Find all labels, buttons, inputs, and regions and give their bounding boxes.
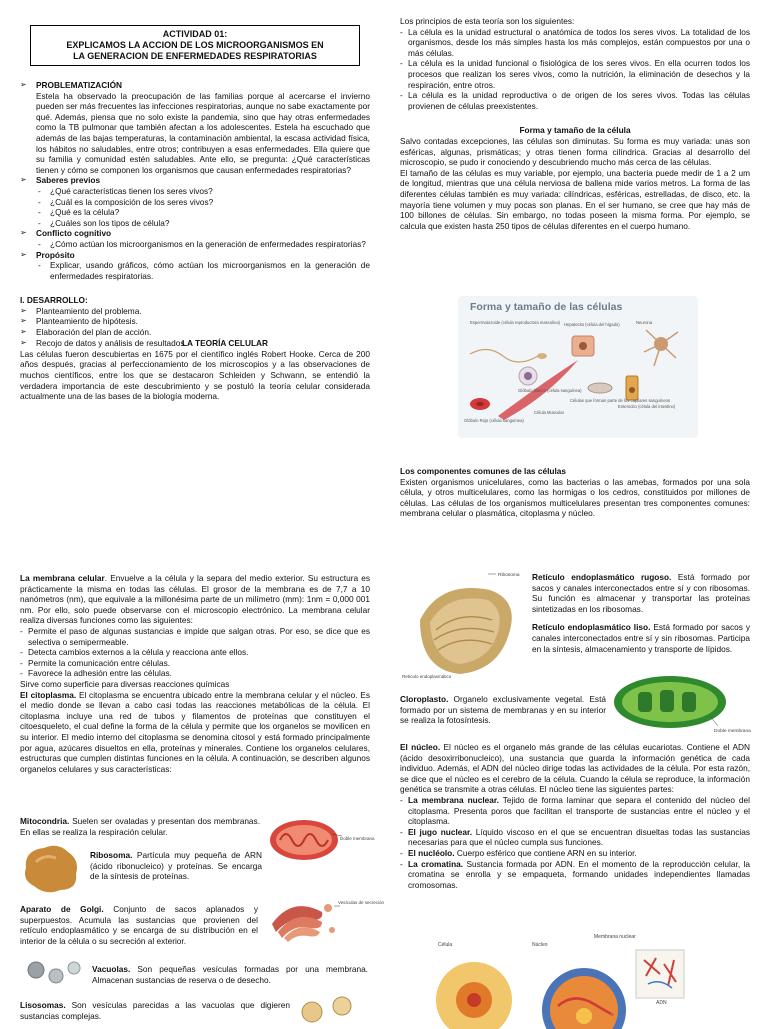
principios-intro: Los principios de esta teoría son los siguientes:	[400, 16, 575, 26]
activity-header-box	[30, 25, 360, 66]
left-bottom-column	[20, 573, 370, 774]
componentes-text: Existen organismos unicelulares, como las bacterias o las amebas, formados por una sola célula, y otros multicelulares, como las hormigas o los cedros, constituidos por millones de células. Las células de los organismos multicelulares presentan tres componentes comunes: membrana celular o plasmática, citoplasma y núcleo.	[400, 476, 750, 519]
activity-label: ACTIVIDAD 01:	[162, 29, 228, 39]
cloro-figure-label: Doble membrana	[714, 729, 751, 734]
nucleo-parte-item	[400, 827, 750, 848]
parte-bold: La membrana nuclear.	[408, 794, 499, 805]
ribo-text-block	[90, 850, 262, 882]
ribosome-figure	[18, 838, 84, 898]
nucleus-label-membrana: Membrana nuclear	[594, 934, 636, 940]
funcion-item: - Permite la comunicación entre células.	[20, 658, 370, 669]
vacuole-figure	[22, 956, 88, 990]
left-top-column	[20, 25, 370, 402]
conflicto-item: - ¿Cómo actúan los microorganismos en la generación de enfermedades respiratorias?	[20, 239, 370, 250]
nucleo-parte-item	[400, 859, 750, 891]
ribo-paragraph	[90, 850, 262, 882]
label-hepato: Hepatocito (célula del hígado)	[564, 322, 620, 327]
label-esperm: Espermatozoide (célula reproductora masculina)	[470, 320, 561, 325]
vac-text-block	[92, 964, 368, 985]
liso-text-block	[20, 1000, 290, 1021]
activity-title-line2: LA GENERACION DE ENFERMEDADES RESPIRATORIAS	[73, 51, 317, 61]
teoria-heading: LA TEORÍA CELULAR	[181, 338, 269, 349]
mito-text-block	[20, 816, 260, 837]
mito-bold: Mitocondria.	[20, 816, 70, 826]
parte-text: Tejido de forma laminar que separa el contenido del núcleo del citoplasma. Presenta poros que facilitan el transporte de sustancias entre el núcleo y el citoplasma.	[408, 794, 750, 827]
vac-text: Son pequeñas vesículas formadas por una membrana. Almacenan sustancias de reserva o de desecho.	[92, 964, 368, 985]
golgi-text: Conjunto de sacos aplanados y superpuestos. Acumula las sustancias que provienen del retículo endoplasmático y se encarga de su distribución en el interior de la célula o su secreción al exterior.	[20, 904, 258, 946]
mitochondria-illustration	[266, 810, 375, 870]
ribosome-illustration	[18, 838, 84, 898]
desarrollo-heading: I. DESARROLLO:	[20, 295, 88, 306]
golgi-figure	[262, 890, 385, 946]
parte-bold: La cromatina.	[408, 858, 464, 869]
nucleus-label-adn: ADN	[656, 1000, 667, 1006]
vac-bold: Vacuolas.	[92, 964, 131, 974]
cloro-bold: Cloroplasto.	[400, 694, 449, 704]
principio-item: - La célula es la unidad estructural o anatómica de todos los seres vivos. La totalidad de los organismos, desde los más simples hasta los más complejos, están compuestos por una o más células.	[400, 27, 750, 59]
label-entero: Enterocito (célula del intestino)	[618, 404, 676, 409]
nucleo-parte-item	[400, 848, 750, 859]
rer-bold: Retículo endoplasmático rugoso.	[532, 572, 672, 582]
label-blanco: Glóbulo blanco (célula sanguínea)	[518, 388, 582, 393]
membrana-bold: La membrana celular	[20, 573, 105, 583]
problematizacion-heading: ➢ PROBLEMATIZACIÓN	[20, 80, 370, 91]
desarrollo-item: ➢ Elaboración del plan de acción.	[20, 327, 370, 338]
label-plaquetas: Células que forman parte de los capilares sanguíneos	[570, 398, 671, 403]
cell-shapes-illustration	[458, 296, 698, 438]
saberes-heading: ➢ Saberes previos	[20, 175, 370, 186]
liso-bold: Lisosomas.	[20, 1000, 66, 1010]
desarrollo-item: ➢ Planteamiento del problema.	[20, 306, 370, 317]
saberes-item: - ¿Qué características tienen los seres vivos?	[20, 186, 370, 197]
cell-shapes-figure	[458, 296, 698, 438]
funcion-item: - Favorece la adhesión entre las células.	[20, 668, 370, 679]
citoplasma-text: El citoplasma se encuentra ubicado entre la membrana celular y el núcleo. Es el medio donde se llevan a cabo casi todas las reacciones metabólicas de la célula. El citoplasma incluye una red de tubos y filamentos de proteínas que constituyen el citoesqueleto, el cual define la forma de la célula y permite que los organelos se movilicen en su interior. El medio interno del citoplasma se denomina citosol y está formado principalmente por agua, azúcares disueltos en ella, proteínas y minerales. Contiene los organelos celulares, estructuras que cumplen distintas funciones en la célula. A continuación, se describen algunos organelos celulares y sus características:	[20, 689, 370, 774]
forma-heading: Forma y tamaño de la célula	[519, 125, 631, 136]
rel-text: Está formado por sacos y canales interconectados entre sí y sin ribosomas. Participa en la síntesis, almacenamiento y transporte de lípidos.	[532, 622, 750, 654]
nucleo-section	[400, 742, 750, 890]
componentes-heading: Los componentes comunes de las células	[400, 466, 566, 476]
problematizacion-text: Estela ha observado la preocupación de las familias porque al acercarse el invierno pueden ser más frecuentes las infecciones respiratorias, aunque no sabe exactamente por qué. Además, piensa que no solo existe la pandemia, sino que hay otras enfermedades como la TB pulmonar que también afectan a los adolescentes. Estela ha escuchado que además de las bajas temperaturas, la contaminación ambiental, la escasa actividad física, los hábitos no saludables, entre otros; contribuyen a esas enfermedades. Ella quiere que su familia y comunidad estén saludables. Ante ello, se pregunta: ¿Qué características tienen y cómo se componen los organismos que causan enfermedades respiratorias?	[36, 90, 370, 175]
membrana-paragraph	[20, 573, 370, 626]
golgi-paragraph	[20, 904, 258, 946]
nucleo-bold: El núcleo.	[400, 742, 441, 752]
activity-title-line1: EXPLICAMOS LA ACCION DE LOS MICROORGANISMOS EN	[66, 40, 324, 50]
nucleus-illustration	[424, 930, 694, 1024]
chloroplast-illustration	[610, 668, 750, 738]
golgi-figure-label: Vesículas de secreción	[338, 900, 385, 905]
principio-item: - La célula es la unidad reproductiva o de origen de los seres vivos. Todas las células provienen de células preexistentes.	[400, 90, 750, 111]
rel-bold: Retículo endoplasmático liso.	[532, 622, 651, 633]
mito-paragraph	[20, 816, 260, 837]
right-top-column	[400, 16, 750, 231]
rer-paragraph	[532, 572, 750, 614]
superficie-text: Sirve como superficie para diversas reacciones químicas	[20, 678, 230, 689]
parte-bold: El jugo nuclear.	[408, 826, 473, 837]
parte-bold: El nucléolo.	[408, 847, 455, 858]
nucleus-label-nucleo: Núcleo	[532, 942, 548, 948]
ribo-bold: Ribosoma.	[90, 850, 133, 860]
componentes-section	[400, 466, 750, 519]
rer-text-block	[532, 572, 750, 654]
nucleo-parte-item	[400, 795, 750, 827]
membrana-text: . Envuelve a la célula y la separa del medio exterior. Su estructura es prácticamente la misma en todas las células. El grosor de la membrana es de 7,7 a 10 nanómetros (nm), que equivale a la millonésima parte de un milímetro (mm): 1nm = 0,000 001 nm. Por ello, solo puede observarse con el microscopio electrónico. La membrana celular realiza diversas funciones como las siguientes:	[20, 573, 370, 626]
vac-paragraph	[92, 964, 368, 985]
er-label-top: Ribosoma	[498, 573, 520, 578]
cloro-text: Organelo exclusivamente vegetal. Está formado por un sistema de membranas y en su interior se realiza la fotosíntesis.	[400, 694, 606, 726]
funcion-item: - Permite el paso de algunas sustancias e impide que salgan otras. Por eso, se dice que es selectiva o semipermeable.	[20, 626, 370, 647]
proposito-item: - Explicar, usando gráficos, cómo actúan los microorganismos en la generación de enfermedades respiratorias.	[20, 260, 370, 281]
citoplasma-bold: El citoplasma.	[20, 689, 77, 700]
proposito-heading: ➢ Propósito	[20, 250, 370, 261]
cloro-text-block	[400, 694, 606, 726]
teoria-text: Las células fueron descubiertas en 1675 por el científico inglés Robert Hooke. Cerca de 200 años después, gracias al perfeccionamiento de los microscopios y a las observaciones de muchos científicos, entre los que se destacaron Schleiden y Schwann, se entendió la verdadera importancia de este descubrimiento y se postuló la teoría celular considerada actualmente una de las bases de la biología moderna.	[20, 348, 370, 402]
parte-text: Sustancia formada por ADN. En el momento de la reproducción celular, la cromatina se enrolla y se empaqueta, formando unidades independientes llamadas cromosomas.	[408, 858, 751, 890]
saberes-item: - ¿Qué es la célula?	[20, 207, 370, 218]
desarrollo-item: ➢ Recojo de datos y análisis de resultados.	[20, 338, 370, 349]
cloro-paragraph	[400, 694, 606, 726]
parte-text: Cuerpo esférico que contiene ARN en su interior.	[454, 847, 637, 858]
ribo-text: Partícula muy pequeña de ARN (ácido ribonucleico) y proteínas. Se encarga de la síntesis de proteínas.	[90, 850, 262, 882]
lysosome-figure	[296, 992, 362, 1024]
mito-figure-label: Doble membrana	[340, 836, 375, 841]
forma-text-1: Salvo contadas excepciones, las células son diminutas. Su forma es muy variada: unas son esféricas, algunas, prismáticas; y otras tienen forma cilíndrica. Gracias al desarrollo del microscopio, se pudo ir conociendo y descubriendo mucho más cerca de las células.	[400, 135, 750, 168]
liso-paragraph	[20, 1000, 290, 1021]
golgi-bold: Aparato de Golgi.	[20, 904, 104, 914]
nucleo-text: El núcleo es el organelo más grande de las células eucariotas. Contiene el ADN (ácido desoxirribonucleico), una sustancia que guarda la información genética de cada individuo. Además, el ADN del núcleo dirige todas las actividades de la célula. Por esta razón, se dice que el núcleo es el cerebro de la célula. Cuando la célula se reproduce, la información genética se transmite a otras células. El núcleo tiene las siguientes partes:	[400, 742, 750, 795]
nucleus-figure	[424, 930, 694, 1024]
rer-text: Está formado por sacos y canales interconectados entre sí y con ribosomas. Su función es almacenar y transportar las proteínas sintetizadas en los ribosomas.	[532, 572, 750, 614]
label-muscular: Célula Muscular	[534, 410, 565, 415]
citoplasma-paragraph	[20, 690, 370, 775]
parte-text: Líquido viscoso en el que se encuentran disueltas todas las sustancias necesarias para que el núcleo cumpla sus funciones.	[408, 826, 750, 848]
er-illustration	[400, 570, 528, 690]
golgi-illustration	[262, 890, 385, 946]
label-neurona: Neurona	[636, 320, 653, 325]
golgi-text-block	[20, 904, 258, 946]
nucleo-paragraph	[400, 742, 750, 795]
funcion-item: - Detecta cambios externos a la célula y reacciona ante ellos.	[20, 647, 370, 658]
mitochondria-figure	[266, 810, 375, 870]
conflicto-heading: ➢ Conflicto cognitivo	[20, 228, 370, 239]
saberes-item: - ¿Cuáles son los tipos de célula?	[20, 218, 370, 229]
saberes-item: - ¿Cuál es la composición de los seres vivos?	[20, 197, 370, 208]
lysosome-illustration	[296, 992, 362, 1024]
principio-item: - La célula es la unidad funcional o fisiológica de los seres vivos. En ella ocurren todos los procesos que realizan los seres vivos, como la nutrición, la eliminación de desechos y la respiración, entre otros.	[400, 58, 750, 90]
er-label-bottom: Retículo endoplasmático	[402, 674, 452, 679]
label-rojo: Glóbulo Rojo (célula sanguínea)	[464, 418, 524, 423]
vacuole-illustration	[22, 956, 88, 990]
desarrollo-item: ➢ Planteamiento de hipótesis.	[20, 316, 370, 327]
forma-text-2: El tamaño de las células es muy variable, por ejemplo, una bacteria puede medir de 1 a 2 um de longitud, mientras que una célula nerviosa de ballena mide varios metros. La forma de las diferentes células también es muy variada: cilíndricas, esféricas, estrelladas, de disco, etc. la mayoría tiene volumen y muy pocas son planas. En el ser humano, se cree que hay más de 100 billones de células. Sin embargo, no todas poseen la misma forma. Por ejemplo, se calcula que existen hasta 250 tipos de células diferentes en el cuerpo humano.	[400, 167, 750, 231]
liso-text: Son vesículas parecidas a las vacuolas que digieren sustancias complejas.	[20, 1000, 290, 1021]
chloroplast-figure	[610, 668, 750, 738]
rel-paragraph	[532, 622, 750, 654]
nucleus-label-celula: Célula	[438, 942, 453, 948]
er-figure	[400, 570, 528, 690]
cell-figure-title: Forma y tamaño de las células	[470, 301, 623, 313]
mito-text: Suelen ser ovaladas y presentan dos membranas. En ellas se realiza la respiración celular.	[20, 816, 260, 837]
